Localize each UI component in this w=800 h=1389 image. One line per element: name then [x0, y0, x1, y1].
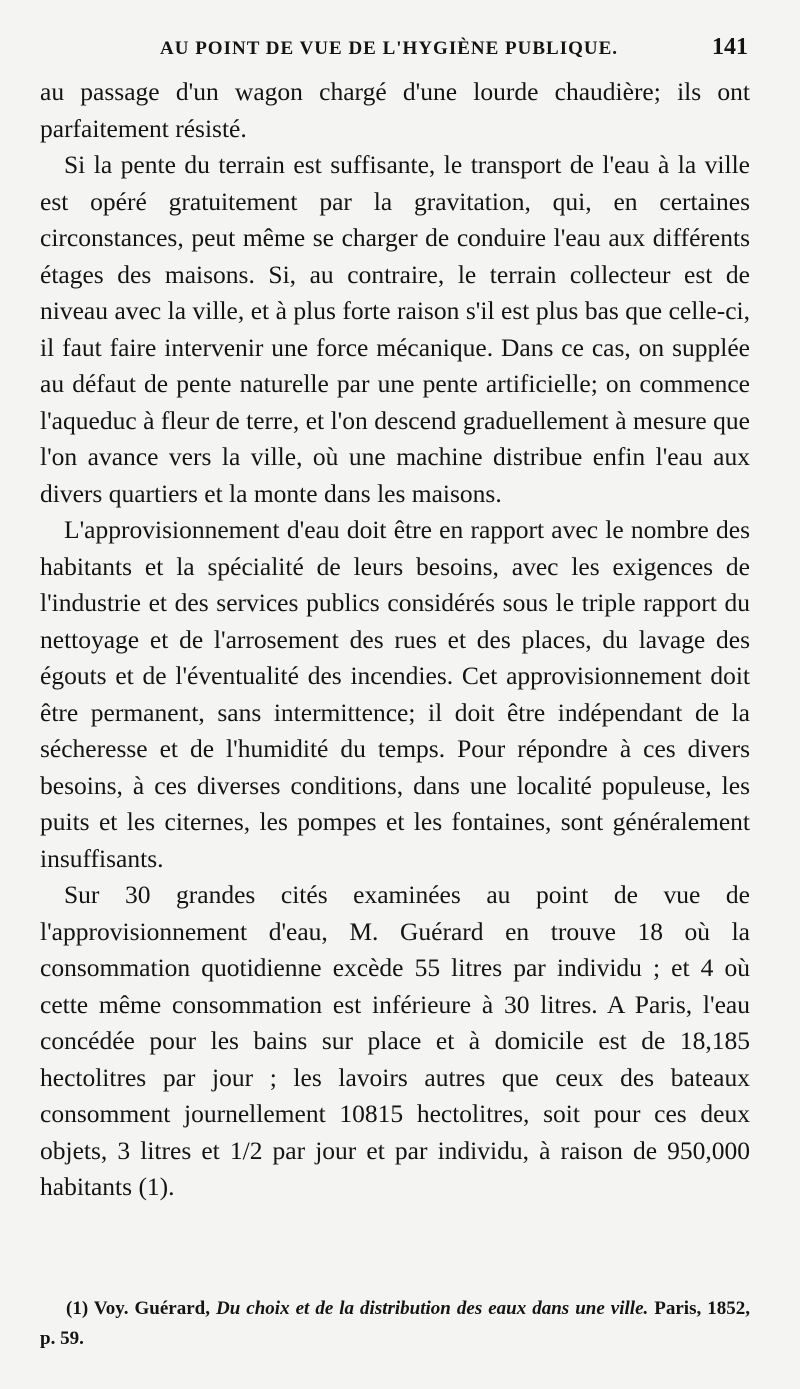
footnote: [40, 1294, 750, 1354]
footnote-prefix: (1) Voy. Guérard,: [66, 1298, 210, 1319]
footnote-work-title: Du choix et de la distribution des eaux dans une ville.: [216, 1298, 649, 1319]
paragraph-water-supply: L'approvisionnement d'eau doit être en rapport avec le nombre des habitants et la spécialité de leurs besoins, avec les exigences de l'industrie et des services publics considérés sous le triple rapport du nettoyage et de l'arrosement des rues et des places, du lavage des égouts et de l'éventualité des incendies. Cet approvisionnement doit être permanent, sans intermittence; il doit être indépendant de la sécheresse et de l'humidité du temps. Pour répondre à ces divers besoins, à ces diverses conditions, dans une localité populeuse, les puits et les citernes, les pompes et les fontaines, sont généralement insuffisants.: [40, 515, 750, 873]
page-number: 141: [712, 34, 748, 60]
paragraph-consumption-statistics: Sur 30 grandes cités examinées au point de vue de l'approvisionnement d'eau, M. Guérard en trouve 18 où la consommation quotidienne excède 55 litres par individu ; et 4 où cette même consommation est inférieure à 30 litres. A Paris, l'eau concédée pour les bains sur place et à domicile est de 18,185 hectolitres par jour ; les lavoirs autres que ceux des bateaux consomment journellement 10815 hectolitres, soit pour ces deux objets, 3 litres et 1/2 par jour et par individu, à raison de 950,000 habitants (1).: [40, 880, 750, 1201]
running-header: [160, 34, 748, 61]
running-title: AU POINT DE VUE DE L'HYGIÈNE PUBLIQUE.: [160, 38, 619, 59]
paragraph-water-transport: Si la pente du terrain est suffisante, le transport de l'eau à la ville est opéré gratuitement par la gravitation, qui, en certaines circonstances, peut même se charger de conduire l'eau aux différents étages des maisons. Si, au contraire, le terrain collecteur est de niveau avec la ville, et à plus forte raison s'il est plus bas que celle-ci, il faut faire intervenir une force mécanique. Dans ce cas, on supplée au défaut de pente naturelle par une pente artificielle; on commence l'aqueduc à fleur de terre, et l'on descend graduellement à mesure que l'on avance vers la ville, où une machine distribue enfin l'eau aux divers quartiers et la monte dans les maisons.: [40, 150, 750, 508]
footnote-suffix: Paris, 1852, p. 59.: [40, 1298, 750, 1349]
paragraph-continuation: au passage d'un wagon chargé d'une lourde chaudière; ils ont parfaitement résisté.: [40, 77, 750, 143]
body-text: [40, 74, 750, 1206]
